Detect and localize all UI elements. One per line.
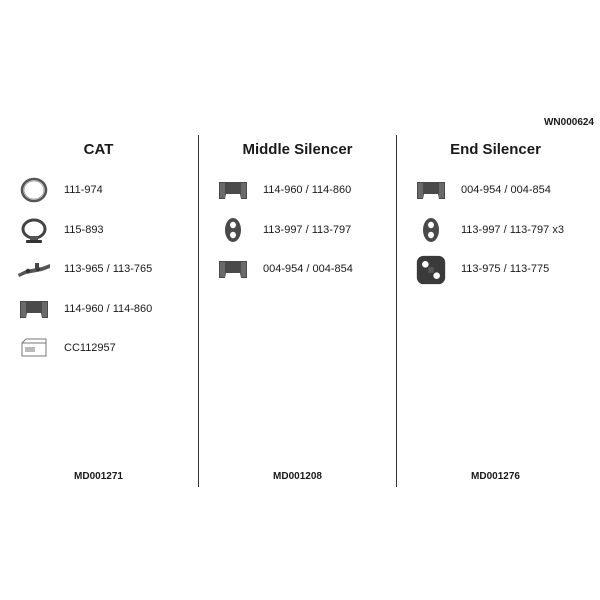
column-title: CAT <box>83 141 114 158</box>
part-item <box>0 217 197 257</box>
rubber-mount-icon <box>215 177 251 205</box>
column-title: Middle Silencer <box>242 141 353 158</box>
clamp-icon <box>16 217 52 245</box>
rubber-mount-icon <box>16 296 52 324</box>
part-number: 113-997 / 113-797 x3 <box>461 223 564 236</box>
parts-list <box>397 177 594 296</box>
part-item <box>0 177 197 217</box>
part-item <box>397 256 594 296</box>
part-item <box>397 177 594 217</box>
hanger-bar-icon <box>16 256 52 284</box>
part-number: 004-954 / 004-854 <box>461 184 551 196</box>
parts-list <box>0 177 197 375</box>
kit-box-icon <box>16 335 52 363</box>
column-middle-silencer <box>198 135 396 487</box>
part-number: 115-893 <box>64 223 104 236</box>
column-code: MD001276 <box>471 471 520 482</box>
part-number: 113-965 / 113-765 <box>64 263 153 275</box>
part-number: 113-997 / 113-797 <box>263 223 352 236</box>
part-number: CC112957 <box>64 342 116 354</box>
part-item <box>199 256 396 296</box>
rubber-block-icon <box>413 253 449 287</box>
part-number: 111-974 <box>64 184 103 196</box>
part-number: 113-975 / 113-775 <box>461 263 550 275</box>
part-number: 114-960 / 114-860 <box>64 302 153 315</box>
reference-code: WN000624 <box>543 117 594 128</box>
rubber-hanger-ring-icon <box>215 217 251 245</box>
column-end-silencer <box>396 135 594 487</box>
part-item <box>0 256 197 296</box>
parts-list <box>199 177 396 296</box>
rubber-mount-icon <box>215 256 251 284</box>
part-number: 114-960 / 114-860 <box>263 184 352 196</box>
part-item <box>0 296 197 336</box>
column-title: End Silencer <box>450 141 541 158</box>
part-number: 004-954 / 004-854 <box>263 263 353 275</box>
column-cat <box>0 135 197 487</box>
part-item <box>0 335 197 375</box>
column-code: MD001208 <box>273 471 322 482</box>
rubber-mount-icon <box>413 177 449 205</box>
part-item <box>199 217 396 257</box>
part-item <box>199 177 396 217</box>
part-item <box>397 217 594 257</box>
column-code: MD001271 <box>74 471 123 482</box>
ring-gasket-icon <box>16 177 52 205</box>
rubber-hanger-ring-icon <box>413 217 449 245</box>
